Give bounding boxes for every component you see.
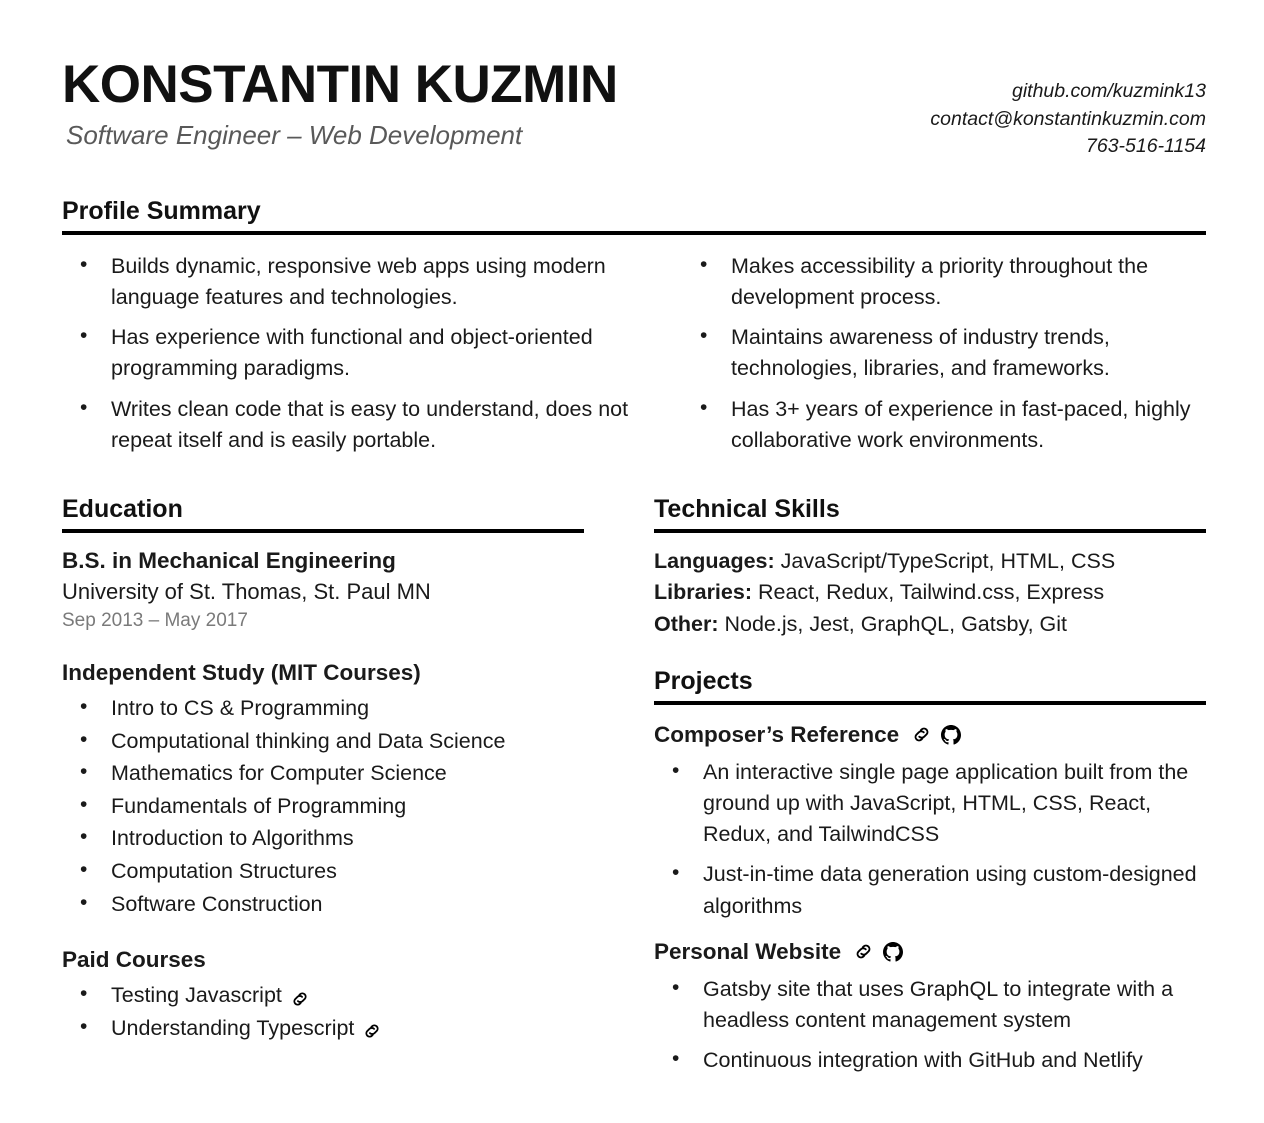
list-item bbox=[62, 980, 584, 1012]
github-icon[interactable] bbox=[941, 725, 961, 745]
technical-skills-title: Technical Skills bbox=[654, 494, 840, 523]
candidate-name: KONSTANTIN KUZMIN bbox=[62, 55, 618, 114]
skill-label: Languages: bbox=[654, 548, 775, 573]
section-education bbox=[62, 495, 584, 1045]
skill-row bbox=[654, 577, 1206, 609]
section-technical-skills bbox=[654, 495, 1206, 641]
list-item: • Writes clean code that is easy to understand, does not repeat itself and is easily portable. bbox=[62, 394, 634, 456]
project-bullets bbox=[654, 974, 1206, 1077]
education-dates: Sep 2013 – May 2017 bbox=[62, 610, 248, 632]
section-projects bbox=[654, 667, 1206, 1076]
resume-header bbox=[62, 56, 1206, 161]
main-columns bbox=[62, 495, 1206, 1086]
list-item: • Has experience with functional and object-oriented programming paradigms. bbox=[62, 322, 634, 384]
education-degree: B.S. in Mechanical Engineering bbox=[62, 547, 396, 573]
profile-summary-right-column bbox=[634, 251, 1206, 465]
link-icon[interactable] bbox=[363, 1022, 381, 1040]
link-icon[interactable] bbox=[854, 942, 873, 961]
list-item: • Gatsby site that uses GraphQL to integrate with a headless content management system bbox=[654, 974, 1206, 1036]
skill-value: Node.js, Jest, GraphQL, Gatsby, Git bbox=[718, 612, 1068, 637]
technical-skills-body bbox=[654, 546, 1206, 641]
list-item: • Mathematics for Computer Science bbox=[62, 758, 584, 790]
list-item: • Intro to CS & Programming bbox=[62, 693, 584, 725]
github-icon[interactable] bbox=[883, 942, 903, 962]
skill-value: JavaScript/TypeScript, HTML, CSS bbox=[774, 548, 1116, 573]
list-item bbox=[62, 1013, 584, 1045]
list-item: • Introduction to Algorithms bbox=[62, 823, 584, 855]
projects-title: Projects bbox=[654, 667, 753, 696]
list-item: • Builds dynamic, responsive web apps using modern language features and technologies. bbox=[62, 251, 634, 313]
profile-summary-rule bbox=[62, 231, 1206, 235]
identity-block bbox=[62, 56, 618, 150]
list-item: • Fundamentals of Programming bbox=[62, 791, 584, 823]
independent-study-heading: Independent Study (MIT Courses) bbox=[62, 659, 421, 685]
paid-course-name: Understanding Typescript bbox=[111, 1015, 355, 1040]
profile-summary-columns bbox=[62, 251, 1206, 465]
skill-label: Libraries: bbox=[654, 580, 752, 605]
list-item: • Has 3+ years of experience in fast-paced, highly collaborative work environments. bbox=[682, 394, 1206, 456]
list-item: • Makes accessibility a priority throughout the development process. bbox=[682, 251, 1206, 313]
list-item: • An interactive single page application built from the ground up with JavaScript, HTML, CSS, React, Redux, and TailwindCSS bbox=[654, 757, 1206, 851]
left-column bbox=[62, 495, 584, 1086]
list-item: • Computation Structures bbox=[62, 856, 584, 888]
independent-study-list bbox=[62, 693, 584, 920]
contact-phone[interactable]: 763-516-1154 bbox=[1086, 135, 1206, 158]
contact-block bbox=[930, 56, 1206, 161]
list-item: • Computational thinking and Data Science bbox=[62, 726, 584, 758]
list-item: • Software Construction bbox=[62, 889, 584, 921]
paid-courses-heading: Paid Courses bbox=[62, 947, 206, 973]
profile-summary-right-list bbox=[682, 251, 1206, 456]
project-title bbox=[654, 721, 1206, 749]
project-title bbox=[654, 938, 1206, 966]
profile-summary-left-column bbox=[62, 251, 634, 465]
contact-github[interactable]: github.com/kuzmink13 bbox=[1011, 80, 1206, 102]
skill-value: React, Redux, Tailwind.css, Express bbox=[751, 580, 1105, 605]
candidate-tagline: Software Engineer – Web Development bbox=[66, 120, 523, 151]
column-gap bbox=[584, 495, 654, 1086]
contact-email[interactable]: contact@konstantinkuzmin.com bbox=[930, 107, 1206, 130]
list-item: • Continuous integration with GitHub and Netlify bbox=[654, 1045, 1206, 1076]
right-column bbox=[654, 495, 1206, 1086]
education-school: University of St. Thomas, St. Paul MN bbox=[62, 578, 431, 604]
list-item: • Maintains awareness of industry trends, technologies, libraries, and frameworks. bbox=[682, 322, 1206, 384]
skill-label: Other: bbox=[654, 612, 719, 637]
skill-row bbox=[654, 546, 1206, 578]
skill-row bbox=[654, 609, 1206, 641]
education-rule bbox=[62, 529, 584, 533]
link-icon[interactable] bbox=[291, 990, 309, 1008]
education-title: Education bbox=[62, 494, 183, 523]
projects-rule bbox=[654, 701, 1206, 705]
section-profile-summary bbox=[62, 197, 1206, 465]
technical-skills-rule bbox=[654, 529, 1206, 533]
paid-course-name: Testing Javascript bbox=[111, 983, 282, 1008]
project-bullets bbox=[654, 757, 1206, 922]
project-name: Composer’s Reference bbox=[654, 721, 900, 747]
list-item: • Just-in-time data generation using custom-designed algorithms bbox=[654, 859, 1206, 921]
project-name: Personal Website bbox=[654, 938, 842, 964]
link-icon[interactable] bbox=[912, 725, 931, 744]
profile-summary-title: Profile Summary bbox=[62, 197, 261, 226]
project-item bbox=[654, 721, 1206, 922]
project-item bbox=[654, 938, 1206, 1077]
profile-summary-left-list bbox=[62, 251, 634, 456]
paid-courses-list bbox=[62, 980, 584, 1044]
